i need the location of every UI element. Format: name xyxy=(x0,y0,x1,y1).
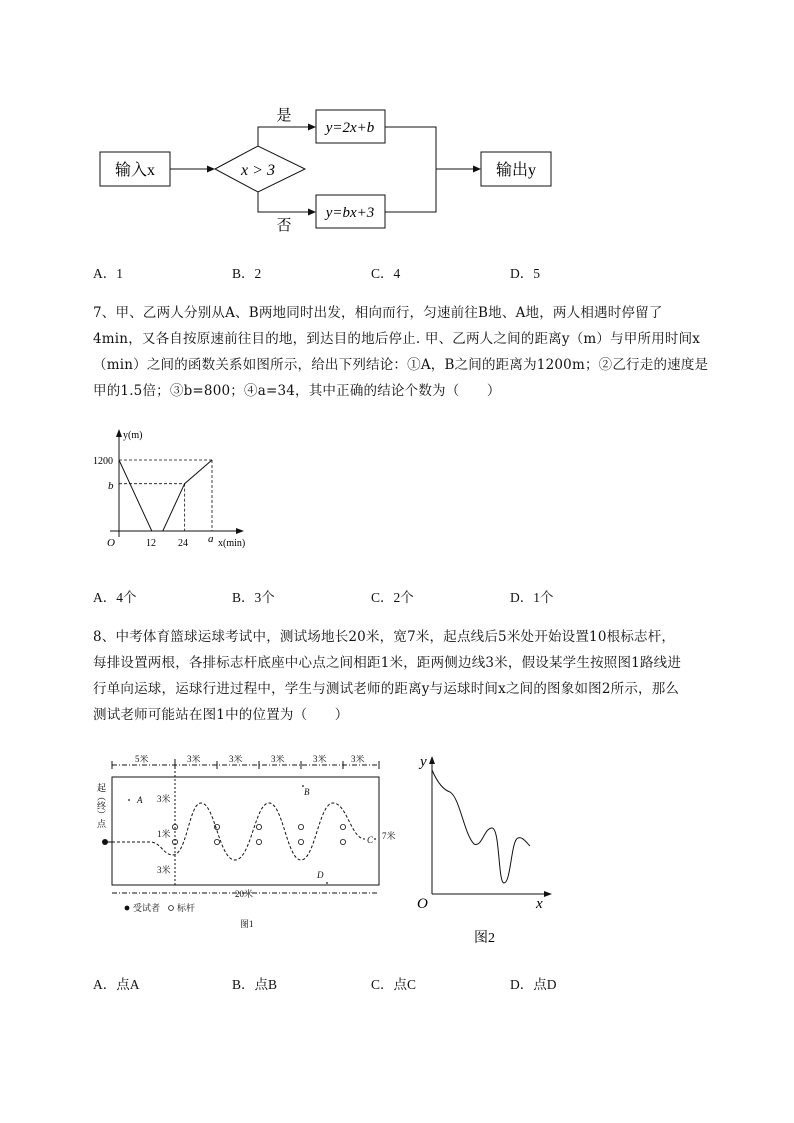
q7-line-1: 7、甲、乙两人分别从A、B两地同时出发，相向而行，匀速前往B地、A地，两人相遇时停留了 xyxy=(93,305,663,321)
no-label: 否 xyxy=(276,218,292,234)
flowchart xyxy=(90,100,570,240)
x-axis-label: x(min) xyxy=(218,538,246,549)
point-d: D xyxy=(317,870,324,880)
distance-curve xyxy=(432,770,530,883)
y-axis-label: y(m) xyxy=(123,430,143,441)
dim-top-3m-4: 3米 xyxy=(313,755,327,764)
q8-line-2: 每排设置两根，各排标志杆底座中心点之间相距1米，距两侧边线3米，假设某学生按照图1路线进 xyxy=(93,655,682,671)
input-label: 输入x xyxy=(114,162,156,179)
output-label: 输出y xyxy=(495,162,537,179)
y-tick-b: b xyxy=(108,480,114,492)
dribble-path xyxy=(112,803,365,860)
q7-option-b[interactable]: B．3个 xyxy=(232,590,275,605)
point-b: B xyxy=(304,787,310,797)
q7-distance-chart xyxy=(90,425,260,555)
q8-figure1-court xyxy=(95,755,405,935)
condition-label: x > 3 xyxy=(241,162,275,179)
yes-label: 是 xyxy=(276,108,292,124)
q8-figure2-graph xyxy=(412,748,562,948)
q8-option-c[interactable]: C．点C xyxy=(371,977,417,992)
q8-line-1: 8、中考体育篮球运球考试中，测试场地长20米，宽7米，起点线后5米处开始设置10根标志杆， xyxy=(93,629,676,645)
figure1-caption: 图1 xyxy=(240,919,254,929)
court-rectangle xyxy=(112,777,379,885)
x-tick-a: a xyxy=(208,533,214,545)
fig2-y-label: y xyxy=(420,754,427,770)
origin-label: O xyxy=(107,537,115,549)
q8-line-3: 行单向运球，运球行进过程中，学生与测试老师的距离y与运球时间x之间的图象如图2所示，那么 xyxy=(93,681,680,697)
dim-v-3m-bottom: 3米 xyxy=(157,865,171,875)
q7-line-3: （min）之间的函数关系如图所示，给出下列结论：①A，B之间的距离为1200m；②乙行走的速度是 xyxy=(93,357,709,373)
dim-top-3m-3: 3米 xyxy=(271,755,285,764)
dim-right-7m: 7米 xyxy=(382,831,396,841)
dim-v-1m: 1米 xyxy=(157,829,171,839)
top-formula: y=2x+b xyxy=(325,120,375,136)
q7-option-a[interactable]: A．4个 xyxy=(93,590,137,605)
fig2-x-label: x xyxy=(536,896,543,912)
q8-option-b[interactable]: B．点B xyxy=(232,977,278,992)
q6-option-a[interactable]: A．1 xyxy=(93,266,123,281)
point-a: A xyxy=(137,795,143,805)
q7-line-2: 4min，又各自按原速前往目的地，到达目的地后停止. 甲、乙两人之间的距离y（m）与甲所用时间x xyxy=(93,331,701,347)
legend-subject: 受试者 xyxy=(133,903,161,913)
dim-top-3m-5: 3米 xyxy=(351,755,365,764)
series-line xyxy=(119,460,212,531)
q6-option-b[interactable]: B．2 xyxy=(232,266,262,281)
q7-line-4: 甲的1.5倍；③b=800；④a=34，其中正确的结论个数为（ ） xyxy=(93,383,501,399)
bottom-formula: y=bx+3 xyxy=(325,205,375,221)
point-c: C xyxy=(367,835,374,845)
start-end-label: 起（终）点 xyxy=(96,783,106,828)
q8-option-d[interactable]: D．点D xyxy=(510,977,557,992)
figure2-caption: 图2 xyxy=(474,931,495,946)
q8-option-a[interactable]: A．点A xyxy=(93,977,140,992)
dim-v-3m-top: 3米 xyxy=(157,794,171,804)
q6-option-c[interactable]: C．4 xyxy=(371,266,401,281)
q7-option-c[interactable]: C．2个 xyxy=(371,590,414,605)
y-tick-1200: 1200 xyxy=(93,456,113,467)
dim-top-3m-2: 3米 xyxy=(229,755,243,764)
dim-top-3m-1: 3米 xyxy=(187,755,201,764)
x-tick-24: 24 xyxy=(178,538,188,549)
x-tick-12: 12 xyxy=(146,538,156,549)
legend-pole: 标杆 xyxy=(177,903,196,913)
fig2-origin: O xyxy=(417,896,428,912)
q7-option-d[interactable]: D．1个 xyxy=(510,590,554,605)
q6-option-d[interactable]: D．5 xyxy=(510,266,540,281)
dim-bottom-20m: 20米 xyxy=(235,889,254,899)
q8-line-4: 测试老师可能站在图1中的位置为（ ） xyxy=(93,707,349,723)
dim-top-5m: 5米 xyxy=(135,755,149,764)
